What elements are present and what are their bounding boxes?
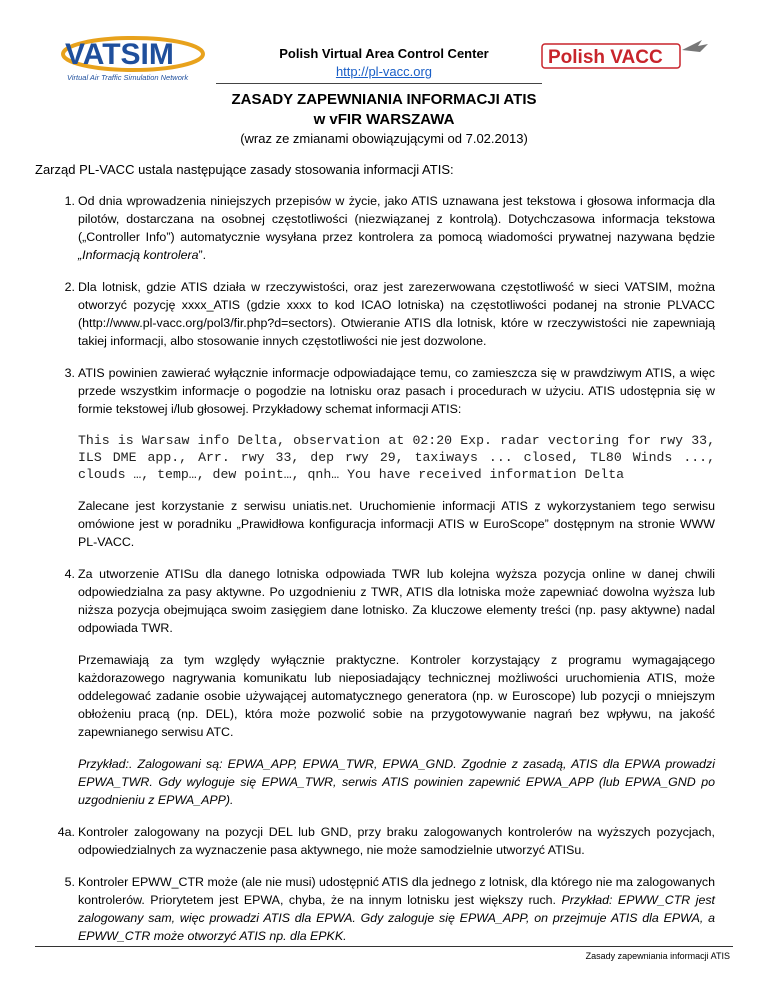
footer-divider bbox=[35, 946, 733, 947]
org-name: Polish Virtual Area Control Center bbox=[279, 46, 489, 61]
rule-text: Od dnia wprowadzenia niniejszych przepisów w życie, jako ATIS uznawana jest tekstowa i głosowa informacja dla pilotów, dostarczana na osobnej częstotliwości (niezwiązanej z kontrolą). Dotychczasowa informacja tekstowa („Controller Info”) automatycznie wysyłana przez kontrolera za pomocą wiadomości prywatnej nazywana będzie „Informacją kontrolera”. bbox=[78, 194, 715, 262]
polish-vacc-logo-text: Polish VACC bbox=[548, 47, 663, 68]
rule-rationale: Przemawiają za tym względy wyłącznie praktyczne. Kontroler korzystający z programu wymagającego każdorazowego nagrywania komunikatu lub nieposiadający technicznej możliwości uruchomienia ATIS, może oddelegować zadanie osobie używającej automatycznego generatora (np. w Euroscope) lub pozycji o mniejszym obłożeniu pracą (np. DEL), która może pozwolić sobie na przygotowywanie nagrań bez wpływu, na jakość zapewnianego serwisu ATC. bbox=[78, 653, 715, 739]
footer-text: Zasady zapewniania informacji ATIS bbox=[585, 951, 730, 961]
vatsim-logo-text: VATSIM bbox=[65, 38, 174, 71]
rule-number: 4. bbox=[64, 567, 75, 581]
rule-text: Kontroler zalogowany na pozycji DEL lub GND, przy braku zalogowanych kontrolerów na wyższych pozycjach, odpowiedzialnych za wyznaczenie pasa aktywnego, nie może samodzielnie utworzyć ATISu. bbox=[78, 825, 715, 857]
rule-number: 3. bbox=[64, 366, 75, 380]
rule-item-4 bbox=[35, 565, 715, 809]
rule-number: 4a. bbox=[57, 825, 75, 839]
document-title: ZASADY ZAPEWNIANIA INFORMACJI ATIS bbox=[231, 91, 537, 108]
header-divider bbox=[216, 83, 542, 84]
rule-text: Za utworzenie ATISu dla danego lotniska odpowiada TWR lub kolejna wyższa pozycja online w danej chwili odpowiedzialna za pasy aktywne. Po uzgodnieniu z TWR, ATIS dla lotniska może zapewniać dowolna wyższa lub niższa pozycja obejmująca swoim zasięgiem dane lotnisko. Za kluczowe elementy treści (np. pasy aktywne) nadal odpowiada TWR. bbox=[78, 567, 715, 635]
document-title-line2: w vFIR WARSZAWA bbox=[313, 111, 455, 128]
rule-item-4a bbox=[35, 823, 715, 859]
rules-list bbox=[35, 192, 715, 959]
emphasis-text: „Informacją kontrolera bbox=[78, 248, 199, 262]
document-subtitle: (wraz ze zmianami obowiązującymi od 7.02.2013) bbox=[240, 131, 528, 146]
org-url-link[interactable]: http://pl-vacc.org bbox=[335, 64, 433, 79]
rule-text: Dla lotnisk, gdzie ATIS działa w rzeczywistości, oraz jest zarezerwowana częstotliwość w sieci VATSIM, można otworzyć pozycję xxxx_ATIS (gdzie xxxx to kod ICAO lotniska) na częstotliwości podanej na stronie PLVACC (http://www.pl-vacc.org/pol3/fir.php?d=sectors). Otwieranie ATIS dla lotnisk, które w rzeczywistości nie zapewniają takiej informacji, albo stosowanie innych częstotliwości nie jest dozwolone. bbox=[78, 280, 715, 348]
rule-text: Kontroler EPWW_CTR może (ale nie musi) udostępnić ATIS dla jednego z lotnisk, dla którego nie ma zalogowanych kontrolerów. Priorytetem jest EPWA, chyba, że na innym lotnisku jest większy ruch. Przykład: EPWW_CTR jest zalogowany sam, więc prowadzi ATIS dla EPWA. Gdy zaloguje się EPWA_APP, on przejmuje ATIS dla EPWA, a EPWW_CTR może otworzyć ATIS np. dla EPKK. bbox=[78, 875, 715, 943]
polish-vacc-logo bbox=[540, 34, 710, 76]
rule-note: Zalecane jest korzystanie z serwisu uniatis.net. Uruchomienie informacji ATIS z wykorzystaniem tego serwisu omówione jest w poradniku „Prawidłowa konfiguracja informacji ATIS w EuroScope” dostępnym na stronie WWW PL-VACC. bbox=[78, 499, 715, 549]
rule-number: 2. bbox=[64, 280, 75, 294]
rule-text: ATIS powinien zawierać wyłącznie informacje odpowiadające temu, co zamieszcza się w prawdziwym ATIS, a więc przede wszystkim informacje o pogodzie na lotnisku oraz pasach i procedurach w użyciu. ATIS udostępnia się w formie tekstowej i/lub głosowej. Przykładowy schemat informacji ATIS: bbox=[78, 366, 715, 416]
vatsim-logo-tagline: Virtual Air Traffic Simulation Network bbox=[67, 73, 189, 82]
rule-number: 1. bbox=[64, 194, 75, 208]
airplane-icon bbox=[682, 40, 708, 52]
rule-example: Przykład: EPWW_CTR jest zalogowany sam, więc prowadzi ATIS dla EPWA. Gdy zaloguje się EPWA_APP, on przejmuje ATIS dla EPWA, a EPWW_CTR może otworzyć ATIS np. dla EPKK. bbox=[78, 893, 715, 943]
rule-item-1 bbox=[35, 192, 715, 264]
rule-example: Przykład:. Zalogowani są: EPWA_APP, EPWA_TWR, EPWA_GND. Zgodnie z zasadą, ATIS dla EPWA prowadzi EPWA_TWR. Gdy wyloguje się EPWA_TWR, serwis ATIS powinien zapewnić EPWA_APP (lub EPWA_GND po uzgodnieniu z EPWA_APP). bbox=[78, 757, 715, 807]
rule-number: 5. bbox=[64, 875, 75, 889]
rule-item-3 bbox=[35, 364, 715, 551]
atis-example: This is Warsaw info Delta, observation at 02:20 Exp. radar vectoring for rwy 33, ILS DME app., Arr. rwy 33, dep rwy 29, taxiways ... closed, TL80 Winds ..., clouds …, temp…, dew point…, qnh… You have received information Delta bbox=[78, 433, 715, 482]
rule-item-2 bbox=[35, 278, 715, 350]
rule-item-5 bbox=[35, 873, 715, 945]
intro-text: Zarząd PL-VACC ustala następujące zasady stosowania informacji ATIS: bbox=[35, 162, 454, 177]
